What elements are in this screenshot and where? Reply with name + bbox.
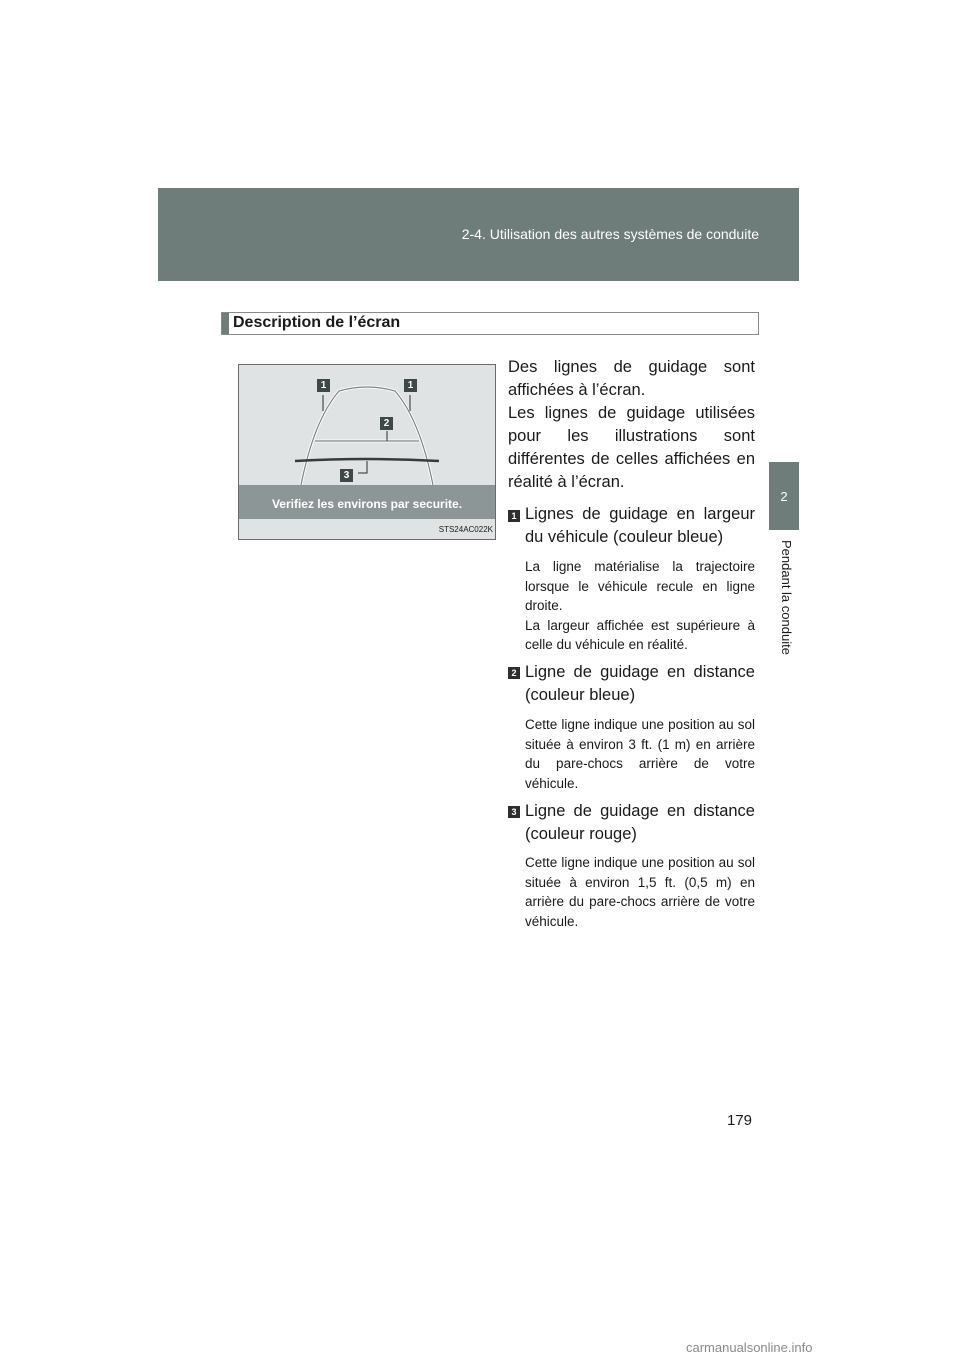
item-1-desc-line-1: La ligne matérialise la trajectoire lorsque le véhicule recule en ligne droite. [525,559,755,613]
section-heading [221,312,759,335]
chapter-number: 2 [780,489,788,504]
item-2-marker: 2 [508,667,520,679]
intro-text [508,356,755,494]
chapter-label: Pendant la conduite [779,540,794,655]
chapter-tab [769,462,799,530]
item-2-description [525,715,755,793]
item-1-desc-line-2: La largeur affichée est supérieure à celle du véhicule en réalité. [525,617,755,652]
marker-3: 3 [340,469,353,482]
header-band [158,188,799,281]
section-heading-text: Description de l’écran [233,314,401,331]
item-1-title: Lignes de guidage en largeur du véhicule (couleur bleue) [525,505,755,546]
illustration-code: STS24AC022K [438,525,493,534]
item-3-desc-line-1: Cette ligne indique une position au sol située à environ 1,5 ft. (0,5 m) en arrière du pare-chocs arrière de votre véhicule. [525,855,755,929]
chapter-title: 2-4. Utilisation des autres systèmes de conduite [461,226,759,242]
item-3-title: Ligne de guidage en distance (couleur rouge) [525,802,755,843]
intro-paragraph-1: Des lignes de guidage sont affichées à l’écran. [508,358,755,399]
item-3-description [525,853,755,931]
page-number: 179 [727,1112,753,1129]
marker-1-left: 1 [317,379,330,392]
marker-1-right: 1 [404,379,417,392]
intro-paragraph-2: Les lignes de guidage utilisées pour les illustrations sont différentes de celles affichées en réalité à l’écran. [508,404,755,491]
item-3-marker: 3 [508,806,520,818]
heading-bar [222,313,229,334]
guide-lines-drawing [239,365,495,539]
item-1-description [525,557,755,655]
footer-watermark: carmanualsonline.info [686,1340,813,1355]
item-1-marker: 1 [508,510,520,522]
safety-warning-text: Verifiez les environs par securite. [271,497,463,511]
camera-screen-illustration [238,364,496,540]
item-2-desc-line-1: Cette ligne indique une position au sol située à environ 3 ft. (1 m) en arrière du pare-chocs arrière de votre véhicule. [525,717,755,791]
marker-2: 2 [380,417,393,430]
item-2-title: Ligne de guidage en distance (couleur bleue) [525,663,755,704]
